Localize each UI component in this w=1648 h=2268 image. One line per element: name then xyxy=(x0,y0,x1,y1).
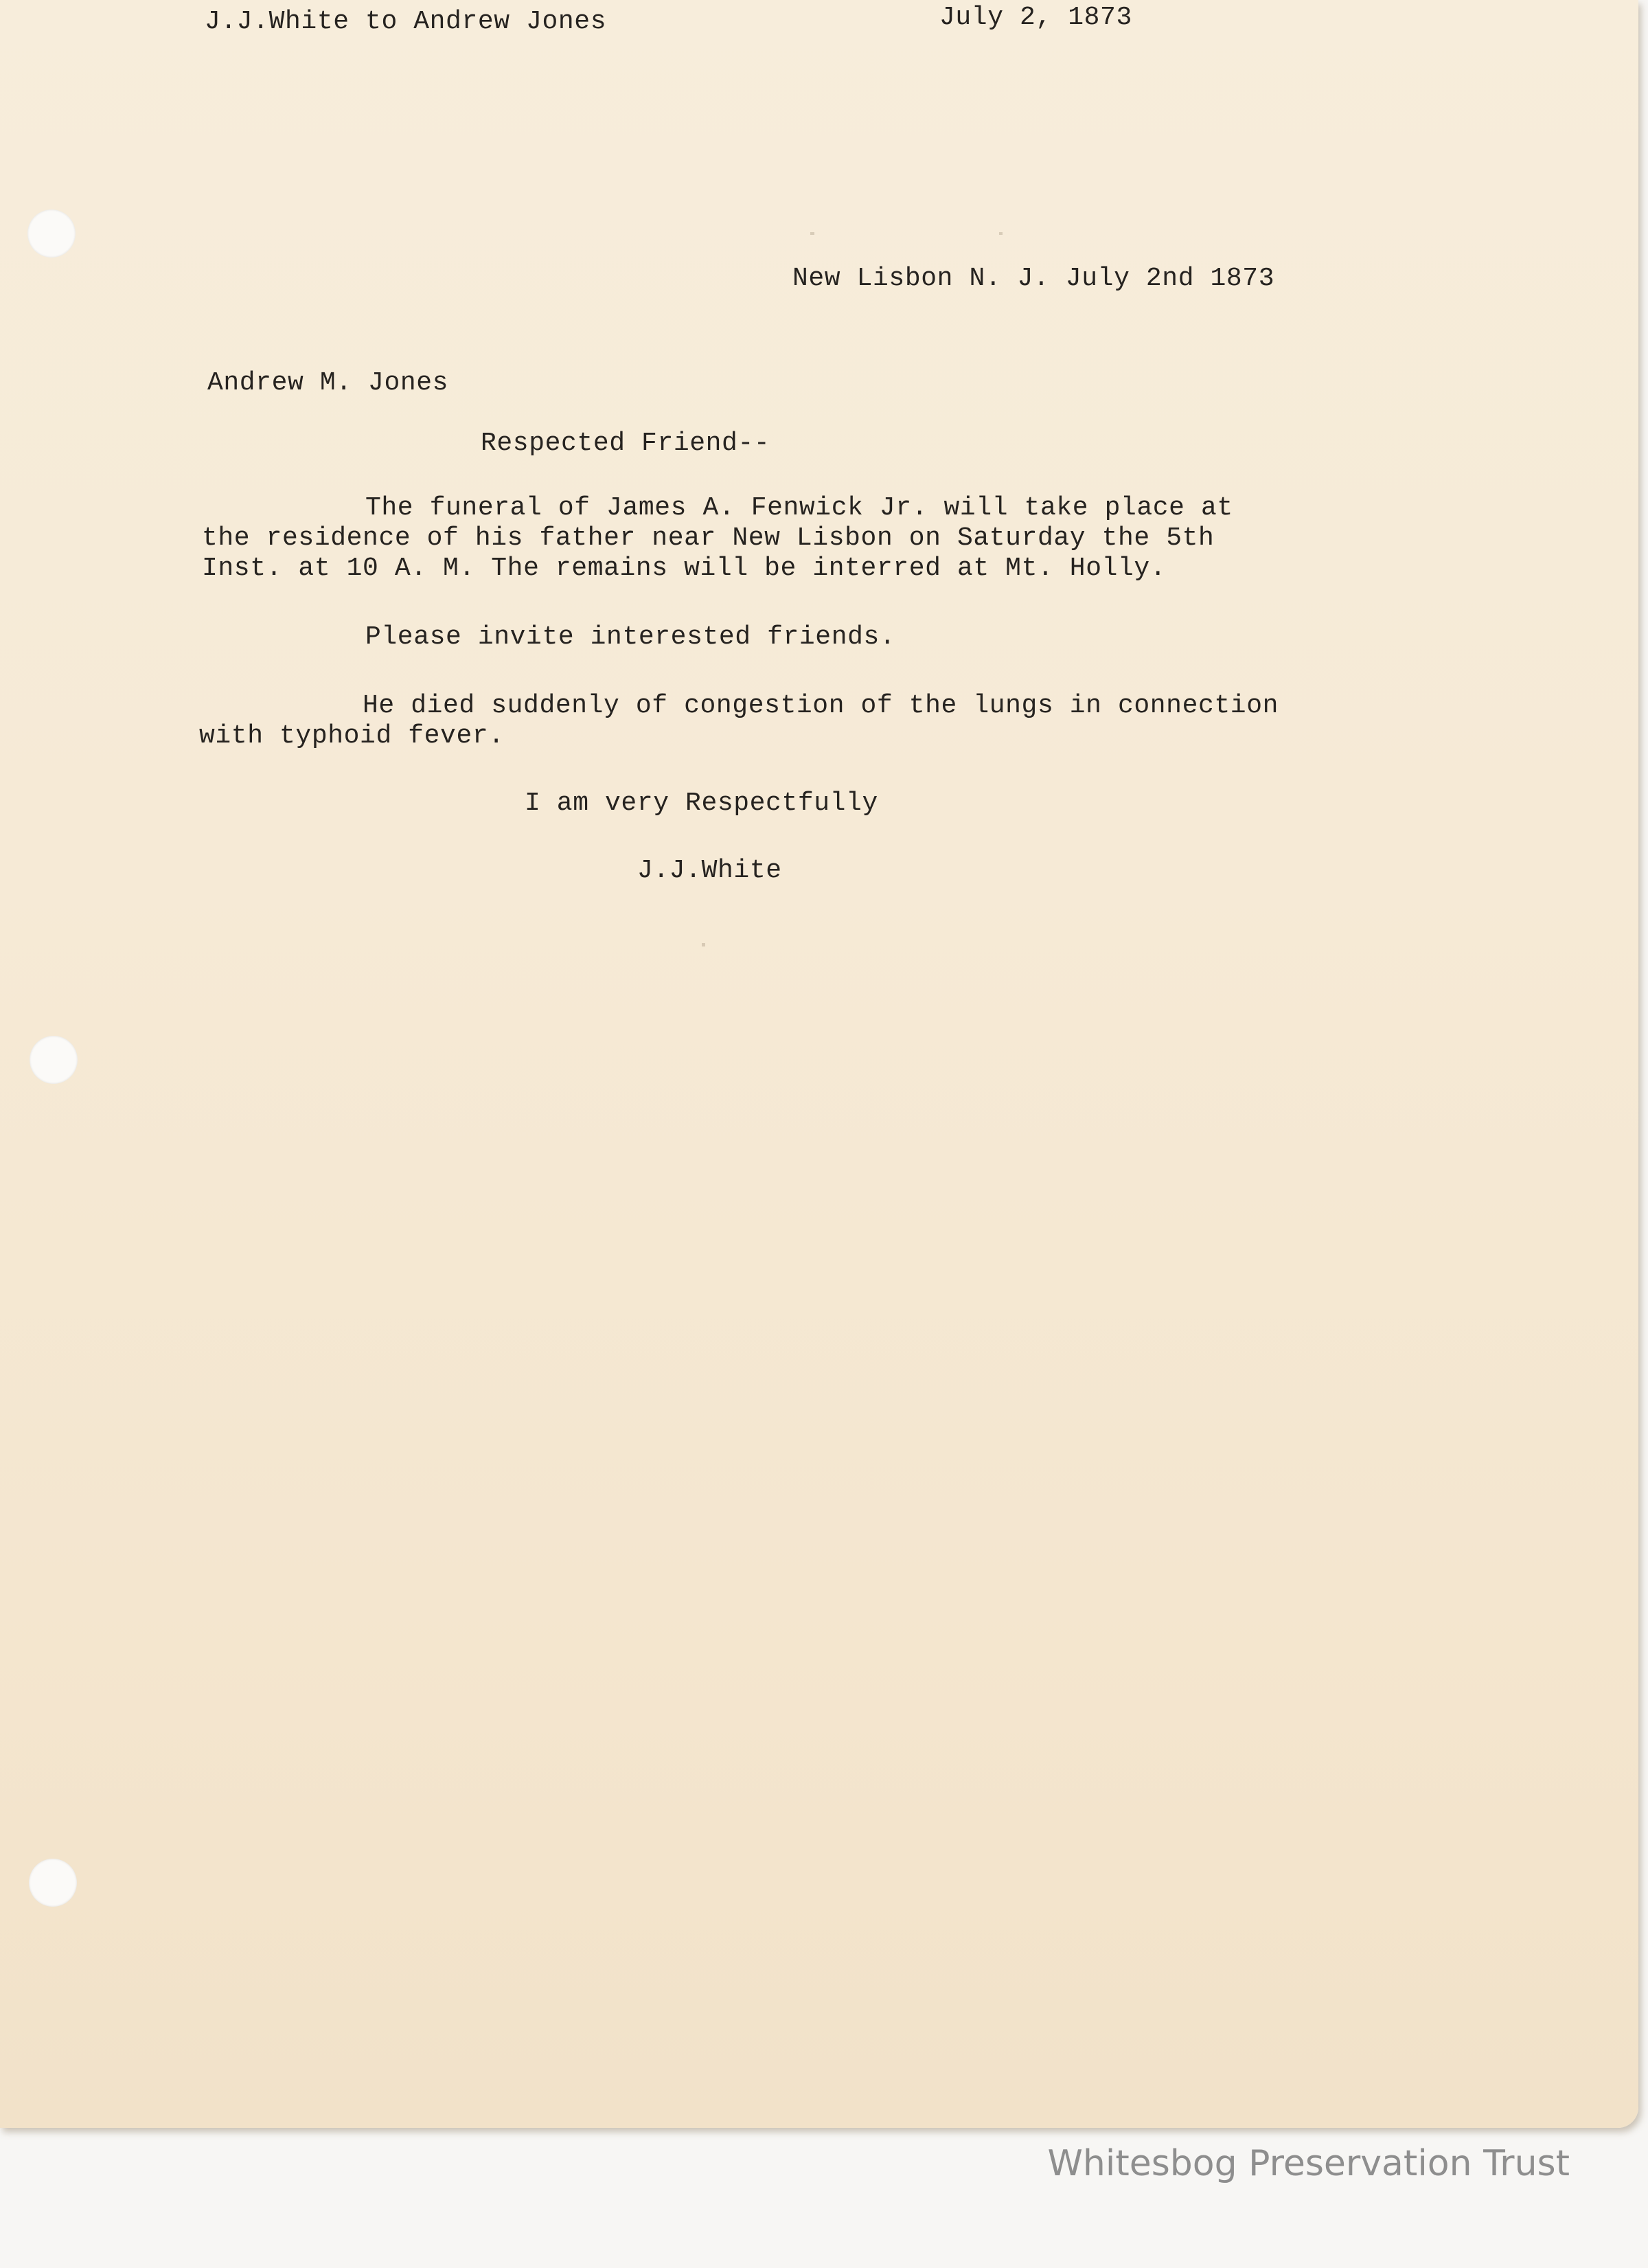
punch-hole-middle xyxy=(30,1036,78,1084)
paper-speck xyxy=(702,943,705,946)
letter-place-date: New Lisbon N. J. July 2nd 1873 xyxy=(792,264,1275,293)
letter-recipient: Andrew M. Jones xyxy=(207,368,449,398)
letter-salutation: Respected Friend-- xyxy=(481,429,770,458)
archive-watermark: Whitesbog Preservation Trust xyxy=(1047,2143,1570,2184)
letter-paragraph-2: Please invite interested friends. xyxy=(365,622,896,652)
paper-speck xyxy=(810,232,814,235)
letter-paragraph-1: The funeral of James A. Fenwick Jr. will take place at the residence of his father near New Lisbon on Saturday the 5th Inst. at 10 A. M. The remains will be interred at Mt. Holly. xyxy=(202,493,1233,583)
letter-paragraph-3: He died suddenly of congestion of the lungs in connection with typhoid fever. xyxy=(199,691,1279,751)
punch-hole-top xyxy=(27,209,76,258)
letter-signature: J.J.White xyxy=(637,856,782,885)
letter-closing: I am very Respectfully xyxy=(525,789,878,818)
punch-hole-bottom xyxy=(29,1859,77,1907)
paper-speck xyxy=(999,232,1003,235)
header-date: July 2, 1873 xyxy=(939,3,1132,32)
header-correspondents: J.J.White to Andrew Jones xyxy=(205,7,607,36)
